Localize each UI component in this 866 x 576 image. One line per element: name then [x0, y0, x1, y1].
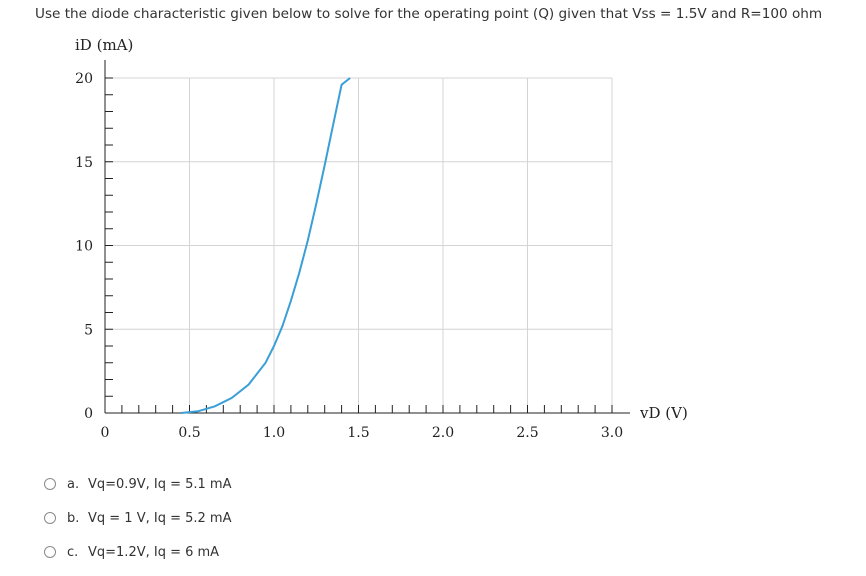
option-letter: b.	[67, 510, 80, 526]
option-text: Vq=0.9V, Iq = 5.1 mA	[88, 476, 232, 492]
x-tick-label: 1.0	[262, 425, 286, 441]
option-text: Vq=1.2V, Iq = 6 mA	[88, 544, 220, 560]
y-tick-label: 15	[75, 154, 93, 171]
y-tick-label: 0	[84, 406, 93, 422]
x-tick-label: 3.0	[600, 425, 624, 441]
y-tick-label: 5	[84, 322, 93, 339]
y-tick-label: 20	[75, 71, 93, 87]
question-text: Use the diode characteristic given below to solve for the operating point (Q) given that Vss = 1.5V and R=100 ohm	[35, 6, 823, 22]
option-a[interactable]	[44, 474, 231, 494]
axes	[105, 60, 630, 413]
option-b[interactable]	[44, 508, 231, 528]
x-tick-label: 1.5	[347, 425, 370, 441]
radio-button[interactable]	[44, 512, 56, 524]
option-c[interactable]	[44, 542, 231, 562]
radio-button[interactable]	[44, 546, 56, 558]
option-text: Vq = 1 V, Iq = 5.2 mA	[88, 510, 232, 526]
x-tick-label: 0	[100, 425, 110, 441]
x-tick-label: 0.5	[178, 425, 201, 441]
option-letter: a.	[67, 476, 80, 492]
x-tick-label: 2.0	[431, 425, 455, 441]
tick-labels	[75, 71, 623, 441]
grid	[105, 78, 612, 413]
x-axis-label: vD (V)	[640, 404, 688, 422]
answer-options	[44, 474, 231, 576]
y-tick-label: 10	[75, 238, 93, 255]
x-tick-label: 2.5	[516, 425, 539, 441]
option-letter: c.	[67, 544, 79, 560]
radio-button[interactable]	[44, 478, 56, 490]
y-axis-label: iD (mA)	[75, 36, 134, 54]
